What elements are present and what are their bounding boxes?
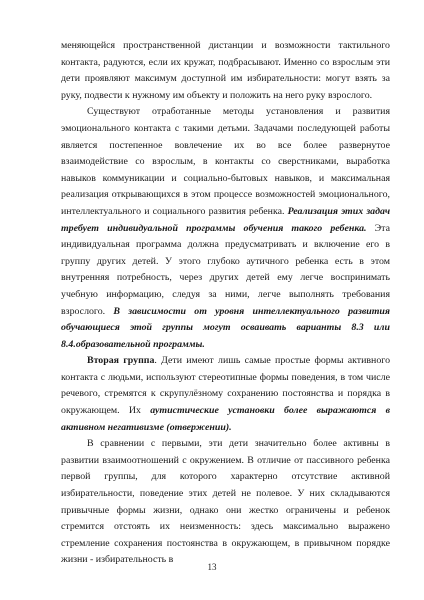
page-number: 13	[207, 562, 217, 572]
text-run: Существуют отработанные методы установления и развития эмоционального контакта с такими детьми. Задачами последующей работы является постепенное вовлечение их во все более развернутое взаимодействие со взрослым, в контакты со сверстниками, выработка навыков коммуникации и социально-бытовых навыков, и максимальная реализация открывающихся в этом процессе возможностей эмоционального, интеллектуального и социального развития ребенка.	[61, 106, 390, 217]
text-run: . Дети имеют лишь самые простые формы активного контакта с людьми, используют стереотипные формы поведения, в том числе речевого, стремятся к скрупулёзному сохранению постоянства и порядка в окружающем. Их	[61, 355, 391, 417]
paragraph	[61, 436, 390, 569]
paragraph	[61, 104, 390, 353]
text-run: меняющейся пространственной дистанции и возможности тактильного контакта, радуются, если их кружат, подбрасывают. Именно со взрослым эти дети проявляют максимум доступной им избирательности: могут взять за руку, подвести к нужному им объекту и положить на него руку взрослого.	[61, 40, 390, 101]
emphasis-run: аутистические установки более выражаются в активном негативизме (отвержении).	[61, 405, 390, 433]
emphasis-run: Вторая группа	[87, 355, 155, 367]
body-text	[61, 38, 390, 569]
emphasis-run: В зависимости от уровня интеллектуального развития обучающиеся этой группы могут осваивать варианты 8.3 или 8.4.образовательной программы.	[61, 305, 390, 350]
paragraph	[61, 38, 390, 104]
paragraph	[61, 353, 390, 436]
text-run: Эта индивидуальная программа должна предусматривать и включение его в группу других детей. У этого глубоко аутичного ребенка есть в этом внутренняя потребность, через других детей ему легче воспринимать учебную информацию, следуя за ними, легче выполнять требования взрослого.	[61, 222, 390, 317]
text-run: В сравнении с первыми, эти дети значительно более активны в развитии взаимоотношений с окружением. В отличие от пассивного ребенка первой группы, для которого характерно отсутствие активной избирательности, поведение этих детей не полевое. У них складываются привычные формы жизни, однако они жестко ограничены и ребенок стремится отстоять их неизменность: здесь максимально выражено стремление сохранения постоянства в окружающем, в привычном порядке жизни - избирательность в	[61, 438, 390, 566]
emphasis-run: Реализация этих задач требует индивидуальной программы обучения такого ребенка.	[61, 205, 391, 234]
